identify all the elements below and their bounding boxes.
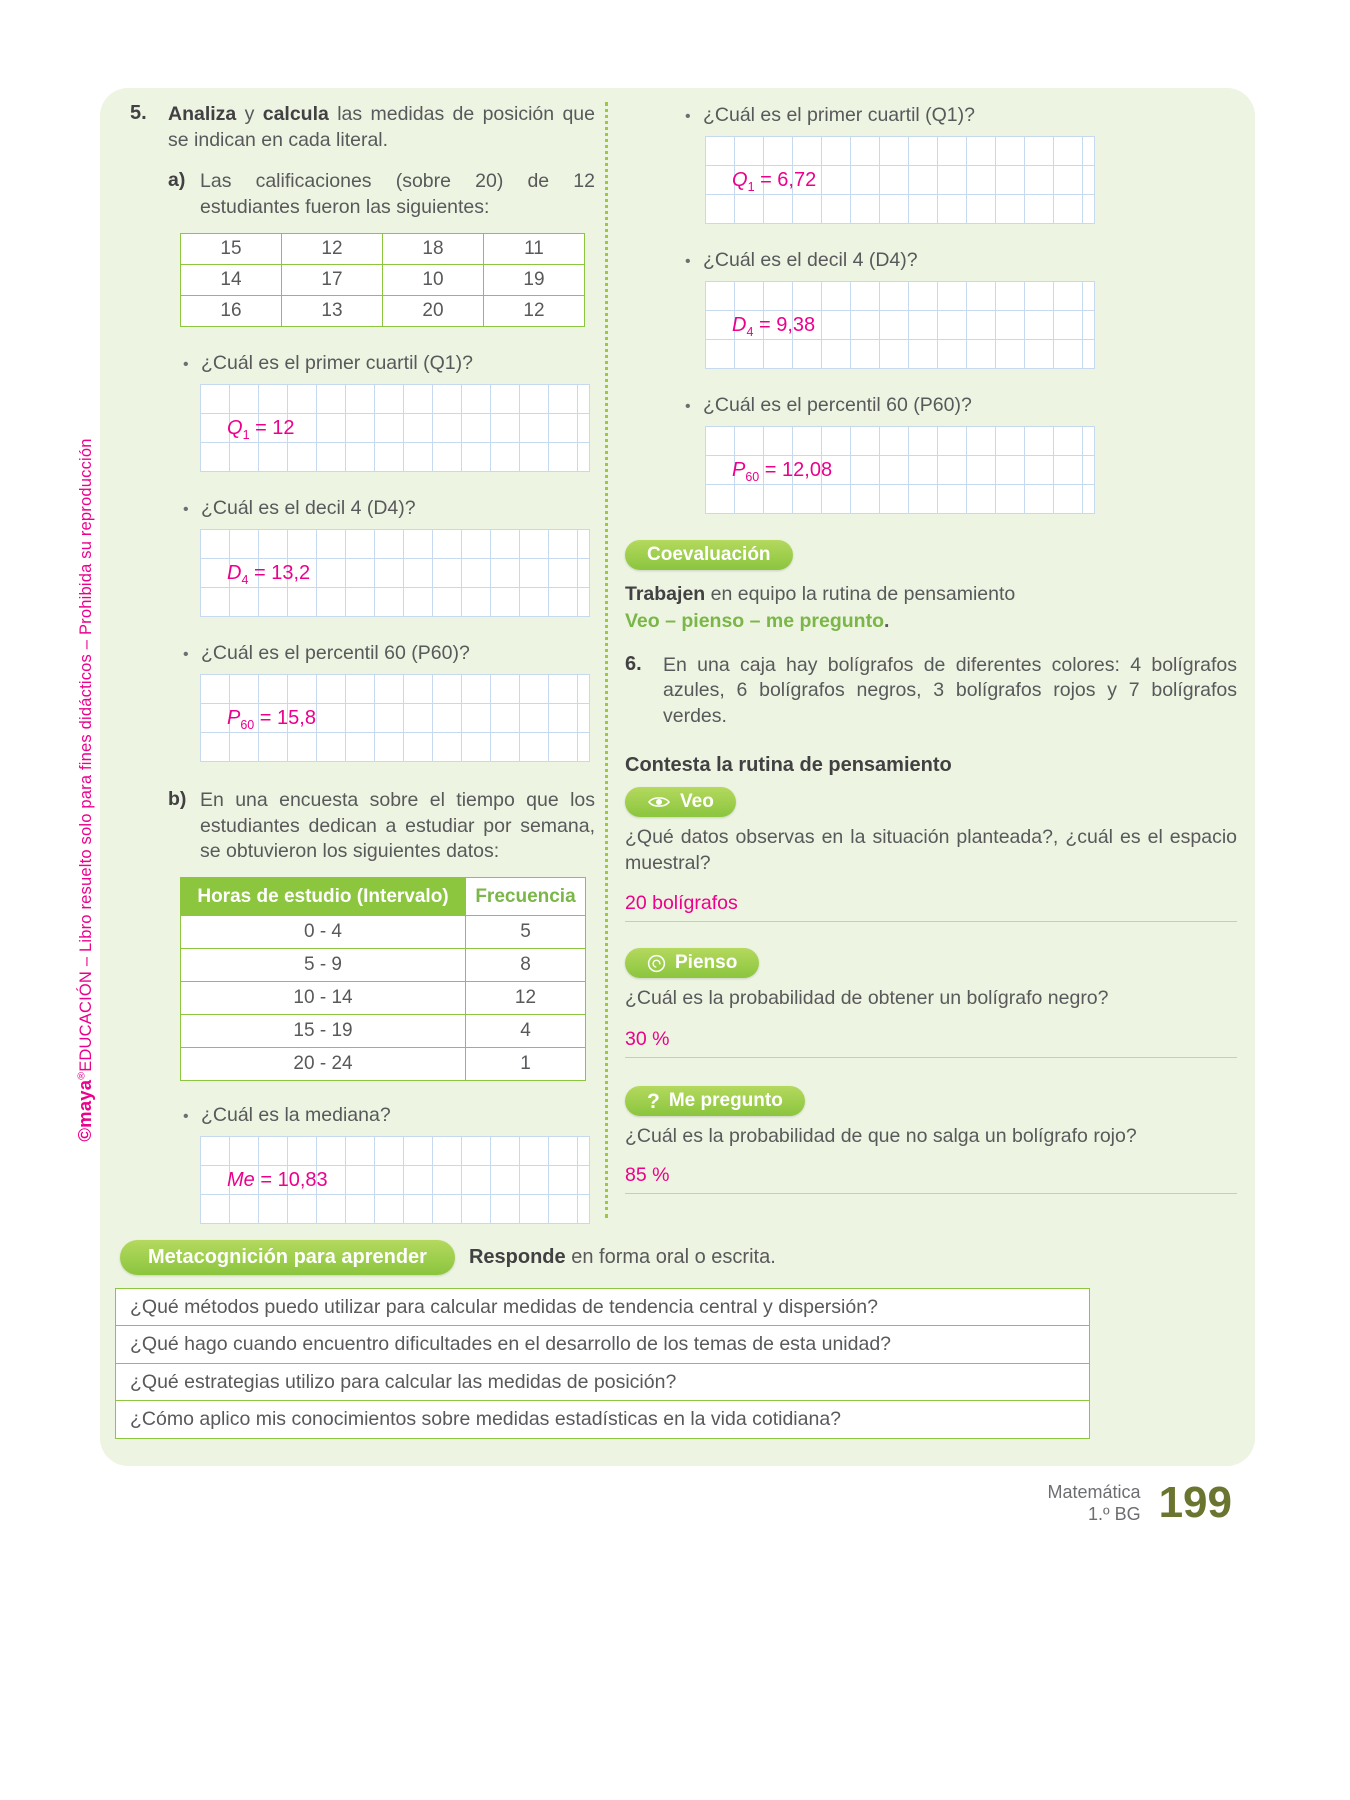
grade-cell: 13	[282, 295, 383, 326]
part-a-text: Las calificaciones (sobre 20) de 12 estudiantes fueron las siguientes:	[200, 170, 595, 219]
answer-variable: D	[732, 314, 747, 336]
pill-label: Coevaluación	[647, 544, 771, 565]
column-header-frecuencia: Frecuencia	[466, 878, 586, 916]
table-row	[181, 264, 585, 295]
answer-value: = 9,38	[753, 314, 816, 336]
handwritten-answer	[732, 314, 815, 339]
handwritten-answer	[227, 562, 310, 587]
answer-subscript: 1	[242, 427, 250, 442]
grade-cell: 16	[181, 295, 282, 326]
answer-grid-percentile-b	[705, 426, 1095, 514]
part-b	[168, 788, 595, 865]
bullet-icon: •	[183, 645, 189, 663]
answer-variable: P	[732, 459, 746, 481]
frequency-cell: 1	[466, 1048, 586, 1081]
handwritten-answer	[732, 459, 832, 484]
me-pregunto-question: ¿Cuál es la probabilidad de que no salga un bolígrafo rojo?	[625, 1125, 1137, 1148]
question-text: ¿Cuál es el primer cuartil (Q1)?	[201, 351, 473, 374]
bullet-icon: •	[685, 398, 691, 415]
exercise-5-header	[130, 102, 595, 153]
question-percentile-b	[685, 394, 1237, 417]
frequency-cell: 5	[466, 916, 586, 949]
frequency-table	[180, 877, 586, 1081]
eye-icon	[647, 794, 671, 810]
content-panel	[100, 88, 1255, 1466]
grade-cell: 12	[282, 233, 383, 264]
bullet-icon: •	[183, 355, 189, 373]
table-row	[181, 916, 586, 949]
answer-value: = 12,08	[759, 459, 833, 481]
question-text: ¿Cuál es el primer cuartil (Q1)?	[703, 104, 975, 126]
answer-grid-quartile-a	[200, 384, 590, 472]
bullet-icon: •	[183, 1108, 189, 1126]
answer-variable: Q	[732, 169, 748, 191]
pienso-pill	[625, 948, 759, 978]
veo-question: ¿Qué datos observas en la situación planteada?, ¿cuál es el espacio muestral?	[625, 825, 1237, 874]
answer-value: = 12	[249, 416, 295, 439]
copyright-text: EDUCACIÓN – Libro resuelto solo para fines didácticos – Prohibida su reproducción	[77, 438, 95, 1072]
question-decile-a	[183, 497, 595, 520]
grade-cell: 19	[484, 264, 585, 295]
answer-subscript: 4	[241, 572, 249, 587]
exercise-6	[625, 653, 1237, 730]
answer-value: = 6,72	[754, 169, 817, 191]
interval-cell: 10 - 14	[181, 982, 466, 1015]
right-column	[625, 102, 1237, 1194]
footer-subject	[1048, 1481, 1141, 1526]
grade-cell: 11	[484, 233, 585, 264]
metacognition-section	[115, 1240, 1240, 1439]
grade-cell: 18	[383, 233, 484, 264]
exercise-5-number: 5.	[130, 102, 147, 124]
subject-name: Matemática	[1047, 1481, 1141, 1502]
question-text: ¿Cuál es el decil 4 (D4)?	[201, 496, 416, 519]
exercise-6-text: En una caja hay bolígrafos de diferentes colores: 4 bolígrafos azules, 6 bolígrafos negros, 3 bolígrafos rojos y 7 bolígrafos verdes.	[663, 653, 1237, 728]
answer-subscript: 60	[745, 470, 760, 484]
answer-variable: P	[227, 706, 241, 729]
metacognition-question: ¿Qué métodos puedo utilizar para calcular medidas de tendencia central y dispersión?	[115, 1288, 1090, 1327]
registered-mark-icon: ®	[75, 1071, 88, 1080]
metacognition-header	[120, 1240, 1240, 1275]
page-footer	[1048, 1478, 1232, 1528]
routine-name: Veo – pienso – me pregunto.	[625, 609, 890, 632]
metacognition-instruction: Responde en forma oral o escrita.	[468, 1246, 776, 1268]
table-header-row	[181, 878, 586, 916]
frequency-cell: 8	[466, 949, 586, 982]
part-a	[168, 169, 595, 220]
answer-variable: Me	[227, 1169, 255, 1192]
question-text: ¿Cuál es el percentil 60 (P60)?	[201, 641, 470, 664]
exercise-5-instruction: Analiza y calcula las medidas de posición que se indican en cada literal.	[168, 103, 595, 151]
table-row	[181, 949, 586, 982]
answer-value: = 13,2	[248, 561, 311, 584]
bullet-icon: •	[183, 500, 189, 518]
grade-cell: 17	[282, 264, 383, 295]
answer-grid-median	[200, 1136, 590, 1224]
grade-cell: 15	[181, 233, 282, 264]
pill-label: Pienso	[675, 952, 738, 974]
question-decile-b	[685, 249, 1237, 272]
table-row	[181, 233, 585, 264]
bold-trabajen: Trabajen	[625, 583, 706, 605]
answer-subscript: 4	[746, 325, 754, 339]
interval-cell: 5 - 9	[181, 949, 466, 982]
interval-cell: 20 - 24	[181, 1048, 466, 1081]
metacognition-pill	[120, 1240, 455, 1275]
publisher-logo: ©maya	[74, 1079, 95, 1142]
metacognition-question: ¿Qué hago cuando encuentro dificultades en el desarrollo de los temas de esta unidad?	[115, 1325, 1090, 1364]
question-text: ¿Cuál es el percentil 60 (P60)?	[703, 394, 972, 416]
answer-value: = 15,8	[254, 706, 316, 729]
answer-grid-decile-b	[705, 281, 1095, 369]
brain-icon	[647, 954, 666, 973]
interval-cell: 15 - 19	[181, 1015, 466, 1048]
metacognition-table	[115, 1288, 1090, 1440]
column-divider	[605, 102, 608, 1218]
pill-label: Metacognición para aprender	[148, 1246, 427, 1268]
exercise-6-number: 6.	[625, 652, 642, 675]
question-mark-icon: ?	[647, 1089, 660, 1113]
grade-level: 1.º BG	[1087, 1504, 1141, 1524]
frequency-cell: 12	[466, 982, 586, 1015]
bold-analiza: Analiza	[168, 103, 237, 125]
grade-cell: 10	[383, 264, 484, 295]
answer-variable: D	[227, 561, 242, 584]
rutina-heading: Contesta la rutina de pensamiento	[625, 753, 952, 776]
answer-grid-decile-a	[200, 529, 590, 617]
answer-subscript: 1	[747, 180, 755, 194]
veo-answer: 20 bolígrafos	[625, 892, 1237, 922]
column-header-intervalo: Horas de estudio (Intervalo)	[181, 878, 466, 916]
answer-subscript: 60	[240, 717, 255, 732]
question-percentile-a	[183, 642, 595, 665]
pill-label: Veo	[680, 790, 714, 812]
grade-cell: 20	[383, 295, 484, 326]
metacognition-question: ¿Qué estrategias utilizo para calcular las medidas de posición?	[115, 1363, 1090, 1402]
pill-label: Me pregunto	[668, 1090, 783, 1112]
frequency-cell: 4	[466, 1015, 586, 1048]
grades-table	[180, 233, 585, 327]
left-column	[130, 102, 595, 1224]
question-median	[183, 1104, 595, 1127]
answer-grid-quartile-b	[705, 136, 1095, 224]
table-row	[181, 982, 586, 1015]
veo-pill	[625, 787, 736, 817]
question-text: ¿Cuál es la mediana?	[201, 1104, 391, 1127]
pienso-answer: 30 %	[625, 1028, 1237, 1058]
me-pregunto-pill	[625, 1086, 805, 1116]
grade-cell: 14	[181, 264, 282, 295]
part-b-text: En una encuesta sobre el tiempo que los estudiantes dedican a estudiar por semana, se obtuvieron los siguientes datos:	[200, 788, 595, 863]
handwritten-answer	[227, 1169, 328, 1194]
table-row	[181, 1048, 586, 1081]
question-quartile-a	[183, 352, 595, 375]
metacognition-question: ¿Cómo aplico mis conocimientos sobre medidas estadísticas en la vida cotidiana?	[115, 1400, 1090, 1439]
me-pregunto-answer: 85 %	[625, 1164, 1237, 1194]
part-a-label: a)	[168, 169, 186, 192]
coevaluacion-pill	[625, 540, 793, 570]
pienso-question: ¿Cuál es la probabilidad de obtener un bolígrafo negro?	[625, 987, 1109, 1010]
question-quartile-b	[685, 104, 1237, 127]
answer-value: = 10,83	[254, 1169, 328, 1192]
grade-cell: 12	[484, 295, 585, 326]
bold-responde: Responde	[468, 1246, 566, 1268]
answer-grid-percentile-a	[200, 674, 590, 762]
bullet-icon: •	[685, 108, 691, 125]
table-row	[181, 295, 585, 326]
answer-variable: Q	[227, 416, 243, 439]
coevaluacion-text: Trabajen en equipo la rutina de pensamiento	[625, 583, 1016, 605]
handwritten-answer	[732, 169, 816, 194]
sidebar-copyright	[74, 438, 96, 1141]
question-text: ¿Cuál es el decil 4 (D4)?	[703, 249, 918, 271]
handwritten-answer	[227, 707, 316, 732]
interval-cell: 0 - 4	[181, 916, 466, 949]
page-number: 199	[1158, 1478, 1232, 1527]
bold-calcula: calcula	[262, 103, 329, 125]
part-b-label: b)	[168, 787, 187, 810]
table-row	[181, 1015, 586, 1048]
bullet-icon: •	[685, 253, 691, 270]
handwritten-answer	[227, 417, 295, 442]
